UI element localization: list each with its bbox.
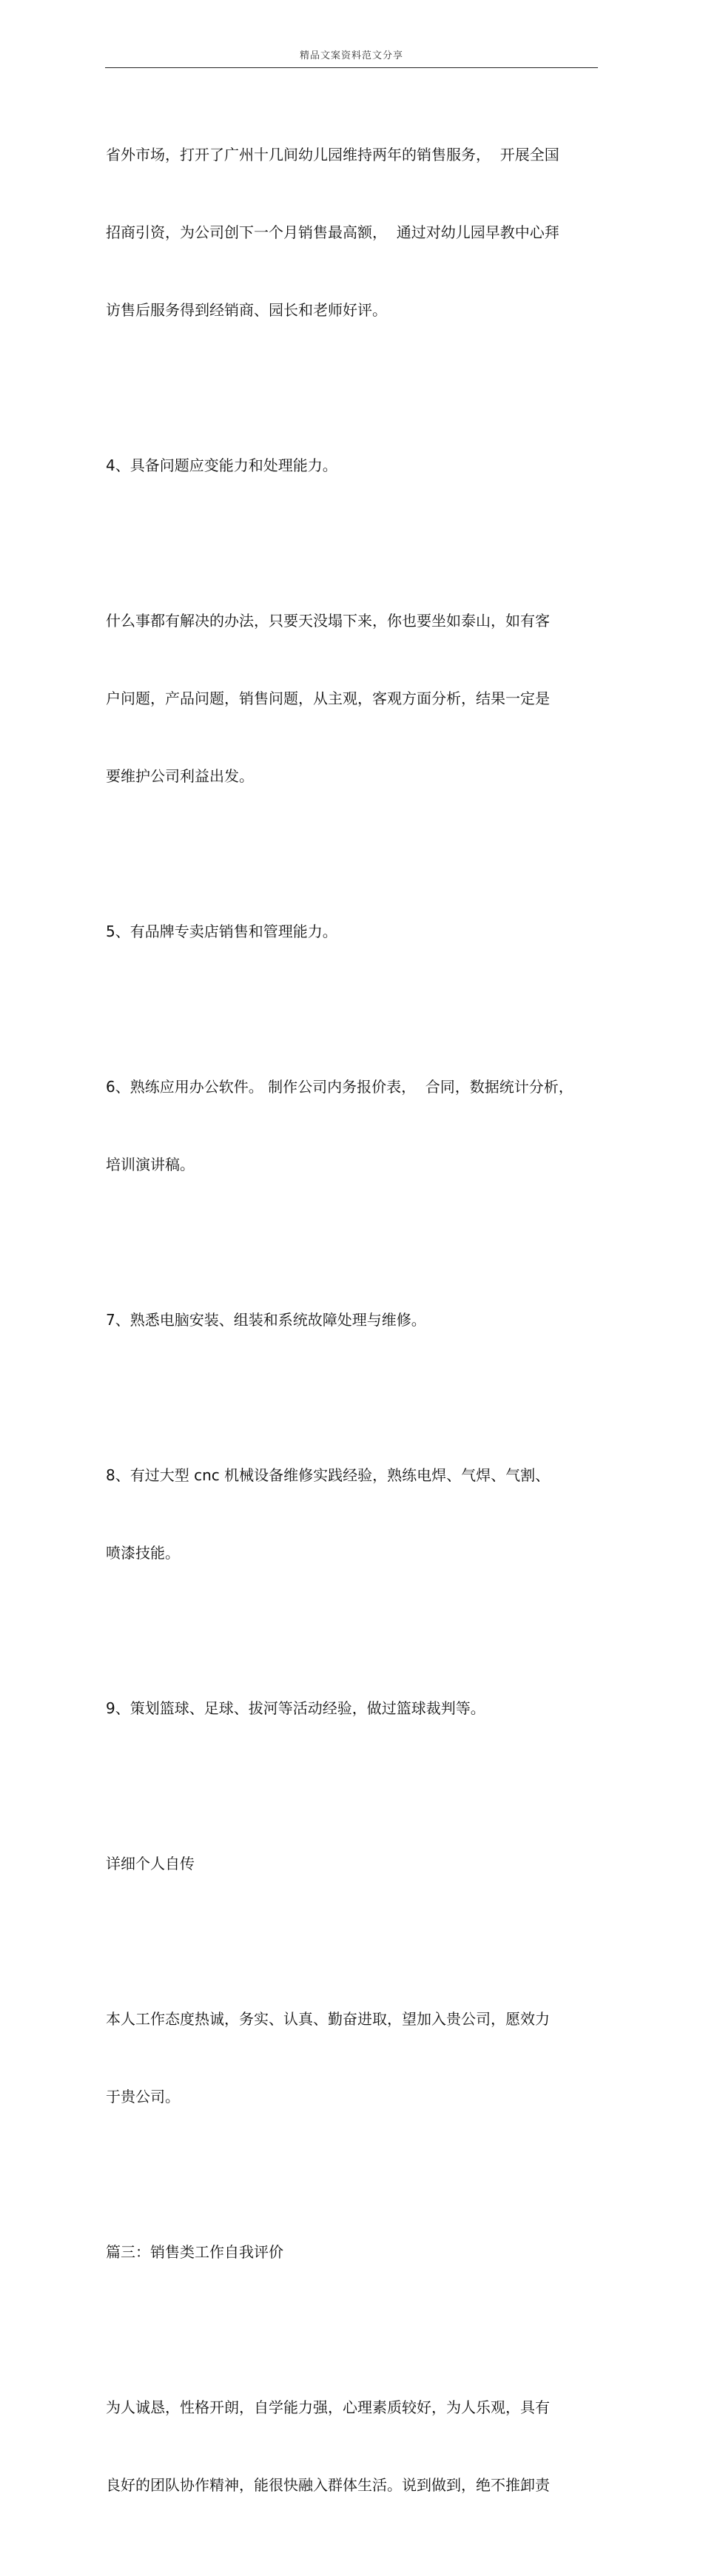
paragraph-item-5 xyxy=(106,867,594,997)
page-header-title: 精品文案资料范文分享 xyxy=(299,50,403,61)
text-line: 良好的团队协作精神，能很快融入群体生活。说到做到，绝不推卸责 xyxy=(106,2476,550,2494)
text-line: 篇三：销售类工作自我评价 xyxy=(106,2243,283,2261)
text-line: 5、有品牌专卖店销售和管理能力。 xyxy=(106,923,337,940)
text-line: 访售后服务得到经销商、园长和老师好评。 xyxy=(106,301,387,319)
text-line: 本人工作态度热诚，务实、认真、勤奋进取，望加入贵公司，愿效力 xyxy=(106,2010,550,2028)
text-line: 喷漆技能。 xyxy=(106,1544,180,1562)
paragraph-item-9 xyxy=(106,1644,594,1773)
paragraph-item-8 xyxy=(106,1411,594,1618)
text-line: 培训演讲稿。 xyxy=(106,1156,195,1173)
text-line: 9、策划篮球、足球、拔河等活动经验，做过篮球裁判等。 xyxy=(106,1699,485,1717)
header-divider xyxy=(105,67,598,68)
text-line: 为人诚恳，性格开朗，自学能力强，心理素质较好，为人乐观，具有 xyxy=(106,2398,550,2416)
paragraph-market-experience xyxy=(106,90,594,375)
text-line: 详细个人自传 xyxy=(106,1855,195,1872)
text-line: 6、熟练应用办公软件。 制作公司内务报价表， 合同，数据统计分析， xyxy=(106,1078,574,1096)
paragraph-self-evaluation xyxy=(106,2343,594,2550)
text-line: 8、有过大型 cnc 机械设备维修实践经验，熟练电焊、气焊、气割、 xyxy=(106,1466,551,1484)
paragraph-attitude xyxy=(106,1955,594,2162)
paragraph-item-6 xyxy=(106,1022,594,1230)
text-line: 什么事都有解决的办法，只要天没塌下来，你也要坐如泰山，如有客 xyxy=(106,612,550,630)
document-body xyxy=(106,90,594,2576)
text-line: 招商引资，为公司创下一个月销售最高额， 通过对幼儿园早教中心拜 xyxy=(106,223,559,241)
text-line: 于贵公司。 xyxy=(106,2088,180,2105)
text-line: 户问题，产品问题，销售问题，从主观，客观方面分析，结果一定是 xyxy=(106,689,550,707)
paragraph-problem-solving xyxy=(106,556,594,841)
text-line: 7、熟悉电脑安装、组装和系统故障处理与维修。 xyxy=(106,1311,426,1329)
text-line: 4、具备问题应变能力和处理能力。 xyxy=(106,456,337,474)
paragraph-item-7 xyxy=(106,1255,594,1385)
paragraph-item-4 xyxy=(106,401,594,530)
section-heading-part-three xyxy=(106,2188,594,2317)
section-heading-autobiography xyxy=(106,1799,594,1929)
text-line: 省外市场，打开了广州十几间幼儿园维持两年的销售服务， 开展全国 xyxy=(106,146,559,163)
text-line: 要维护公司利益出发。 xyxy=(106,767,254,785)
